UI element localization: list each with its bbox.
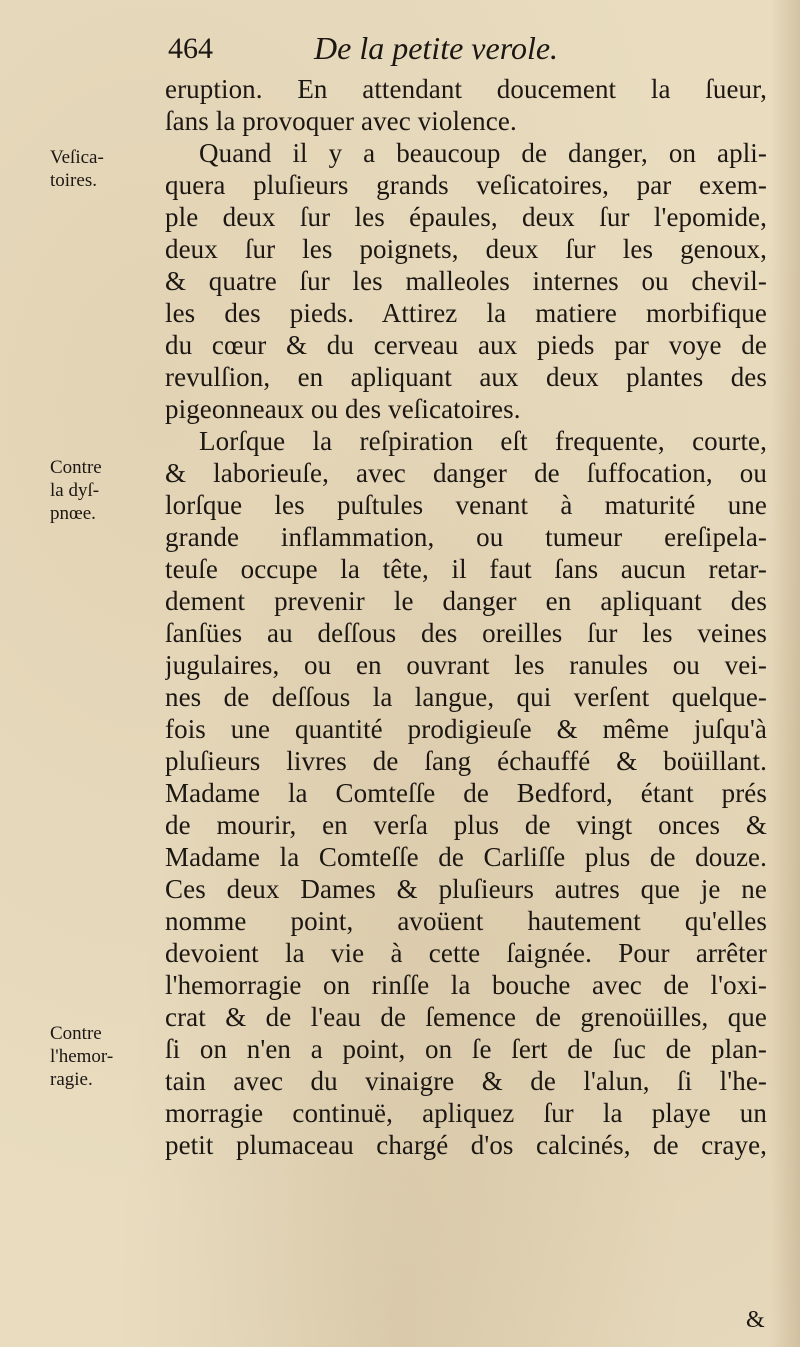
text-line: crat & de l'eau de ſemence de grenoüilles, que — [165, 1002, 767, 1032]
margin-note-line: pnœe. — [50, 503, 96, 524]
text-line: tain avec du vinaigre & de l'alun, ſi l'he- — [165, 1066, 767, 1096]
text-line: jugulaires, ou en ouvrant les ranules ou vei- — [165, 650, 767, 680]
margin-note-vesicatoires — [50, 146, 160, 192]
text-line: teuſe occupe la tête, il faut ſans aucun retar- — [165, 554, 767, 584]
text-line: deux ſur les poignets, deux ſur les genoux, — [165, 234, 767, 264]
text-line: pluſieurs livres de ſang échauffé & boüillant. — [165, 746, 767, 776]
text-line: morragie continuë, apliquez ſur la playe un — [165, 1098, 767, 1128]
catchword: & — [746, 1307, 765, 1333]
margin-note-line: toires. — [50, 170, 97, 191]
text-line: petit plumaceau chargé d'os calcinés, de craye, — [165, 1130, 767, 1160]
text-line: & quatre ſur les malleoles internes ou chevil- — [165, 266, 767, 296]
text-line: pigeonneaux ou des veſicatoires. — [165, 394, 521, 424]
text-line: les des pieds. Attirez la matiere morbifique — [165, 298, 767, 328]
page-number: 464 — [168, 32, 213, 65]
margin-note-dyspnoee — [50, 456, 160, 525]
text-line: l'hemorragie on rinſſe la bouche avec de l'oxi- — [165, 970, 767, 1000]
text-line: dement prevenir le danger en apliquant des — [165, 586, 767, 616]
margin-note-line: Contre — [50, 457, 102, 478]
text-line: du cœur & du cerveau aux pieds par voye de — [165, 330, 767, 360]
body-text — [165, 73, 767, 1161]
text-line: ſi on n'en a point, on ſe ſert de ſuc de plan- — [165, 1034, 767, 1064]
text-line: Madame la Comteſſe de Carliſſe plus de douze. — [165, 842, 767, 872]
text-line: ſans la provoquer avec violence. — [165, 106, 517, 136]
margin-note-line: la dyſ- — [50, 480, 100, 501]
text-line: ple deux ſur les épaules, deux ſur l'epomide, — [165, 202, 767, 232]
margin-note-line: Contre — [50, 1023, 102, 1044]
page-fold-shadow — [770, 0, 800, 1347]
text-line: de mourir, en verſa plus de vingt onces & — [165, 810, 767, 840]
text-line: ſanſües au deſſous des oreilles ſur les veines — [165, 618, 767, 648]
text-line: Ces deux Dames & pluſieurs autres que je ne — [165, 874, 767, 904]
margin-note-line: Veſica- — [50, 147, 104, 168]
margin-note-line: ragie. — [50, 1069, 93, 1090]
text-line: & laborieuſe, avec danger de ſuffocation, ou — [165, 458, 767, 488]
text-line: Quand il y a beaucoup de danger, on apli- — [199, 138, 767, 168]
page-header — [162, 28, 662, 70]
text-line: devoient la vie à cette ſaignée. Pour arrêter — [165, 938, 767, 968]
text-line: nes de deſſous la langue, qui verſent quelque- — [165, 682, 767, 712]
text-line: lorſque les puſtules venant à maturité une — [165, 490, 767, 520]
margin-note-line: l'hemor- — [50, 1046, 114, 1067]
text-line: grande inflammation, ou tumeur ereſipela- — [165, 522, 767, 552]
text-line: quera pluſieurs grands veſicatoires, par exem- — [165, 170, 767, 200]
margin-note-hemorragie — [50, 1022, 160, 1091]
text-line: nomme point, avoüent hautement qu'elles — [165, 906, 767, 936]
text-line: eruption. En attendant doucement la ſueur, — [165, 74, 767, 104]
running-title: De la petite verole. — [314, 30, 559, 66]
text-line: revulſion, en apliquant aux deux plantes des — [165, 362, 767, 392]
text-line: Lorſque la reſpiration eſt frequente, courte, — [199, 426, 767, 456]
text-line: Madame la Comteſſe de Bedford, étant prés — [165, 778, 767, 808]
text-line: fois une quantité prodigieuſe & même juſqu'à — [165, 714, 767, 744]
